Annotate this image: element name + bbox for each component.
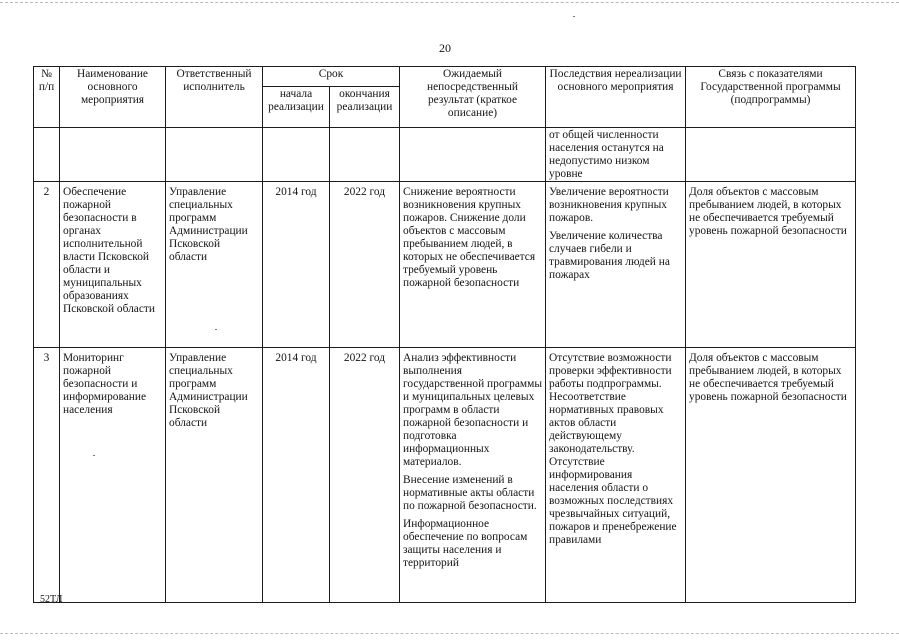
header-consequences: Последствия нереализации основного мероприятия (546, 67, 686, 128)
cell-num: 3 (34, 348, 60, 603)
header-executor: Ответственный исполнитель (166, 67, 263, 128)
cell-executor: Управление специальных программ Администрации Псковской области (166, 348, 263, 603)
result-paragraph: Внесение изменений в нормативные акты области по пожарной безопасности. (403, 474, 537, 512)
scan-bottom-edge (0, 633, 899, 634)
cell-start: 2014 год (263, 182, 330, 348)
scan-top-edge (0, 2, 899, 3)
cell-empty (60, 128, 166, 182)
cell-result: Снижение вероятности возникновения крупных пожаров. Снижение доли объектов с массовым пребыванием людей, в которых не обеспечивается требуемый уровень пожарной безопасности (400, 182, 546, 348)
cell-result (400, 348, 546, 603)
cell-end: 2022 год (330, 182, 400, 348)
cell-name: Обеспечение пожарной безопасности в органах исполнительной власти Псковской области и муниципальных образованиях Псковской области (60, 182, 166, 348)
result-paragraph: Анализ эффективности выполнения государственной программы и муниципальных целевых программ в области пожарной безопасности и подготовка информационных материалов. (403, 352, 543, 468)
cell-link: Доля объектов с массовым пребыванием людей, в которых не обеспечивается требуемый уровень пожарной безопасности (686, 348, 856, 603)
scan-speck (215, 329, 217, 330)
cell-consequences: Отсутствие возможности проверки эффективности работы подпрограммы. Несоответствие нормативных правовых актов области действующему законодательству. Отсутствие информирования населения области о возможных последствиях чрезвычайных ситуаций, пожаров и пренебрежение правилами (546, 348, 686, 603)
cell-consequences: от общей численности населения останутся на недопустимо низком уровне (546, 128, 686, 182)
header-start: начала реализации (263, 87, 330, 128)
cell-end: 2022 год (330, 348, 400, 603)
header-row (34, 67, 856, 87)
cell-empty (263, 128, 330, 182)
footer-code: 52ТЛ (40, 594, 63, 605)
cell-empty (686, 128, 856, 182)
cell-empty (34, 128, 60, 182)
cell-empty (166, 128, 263, 182)
cell-executor: Управление специальных программ Администрации Псковской области (166, 182, 263, 348)
page-number: 20 (439, 41, 451, 55)
cell-empty (400, 128, 546, 182)
cell-name: Мониторинг пожарной безопасности и информирование населения (60, 348, 166, 603)
header-link: Связь с показателями Государственной программы (подпрограммы) (686, 67, 856, 128)
table-row (34, 348, 856, 603)
header-num: № п/п (34, 67, 60, 128)
cell-empty (330, 128, 400, 182)
table-row-continuation (34, 128, 856, 182)
header-end: окончания реализации (330, 87, 400, 128)
header-result: Ожидаемый непосредственный результат (краткое описание) (400, 67, 546, 128)
events-table (33, 66, 856, 603)
header-term: Срок (263, 67, 400, 87)
cell-num: 2 (34, 182, 60, 348)
scan-speck (93, 455, 95, 456)
header-name: Наименование основного мероприятия (60, 67, 166, 128)
scan-speck (573, 16, 575, 17)
consequence-paragraph: Увеличение количества случаев гибели и травмирования людей на пожарах (549, 230, 670, 281)
table-row (34, 182, 856, 348)
consequence-paragraph: Увеличение вероятности возникновения крупных пожаров. (549, 186, 669, 224)
cell-consequences (546, 182, 686, 348)
cell-start: 2014 год (263, 348, 330, 603)
result-paragraph: Информационное обеспечение по вопросам защиты населения и территорий (403, 518, 528, 569)
cell-link: Доля объектов с массовым пребыванием людей, в которых не обеспечивается требуемый уровень пожарной безопасности (686, 182, 856, 348)
